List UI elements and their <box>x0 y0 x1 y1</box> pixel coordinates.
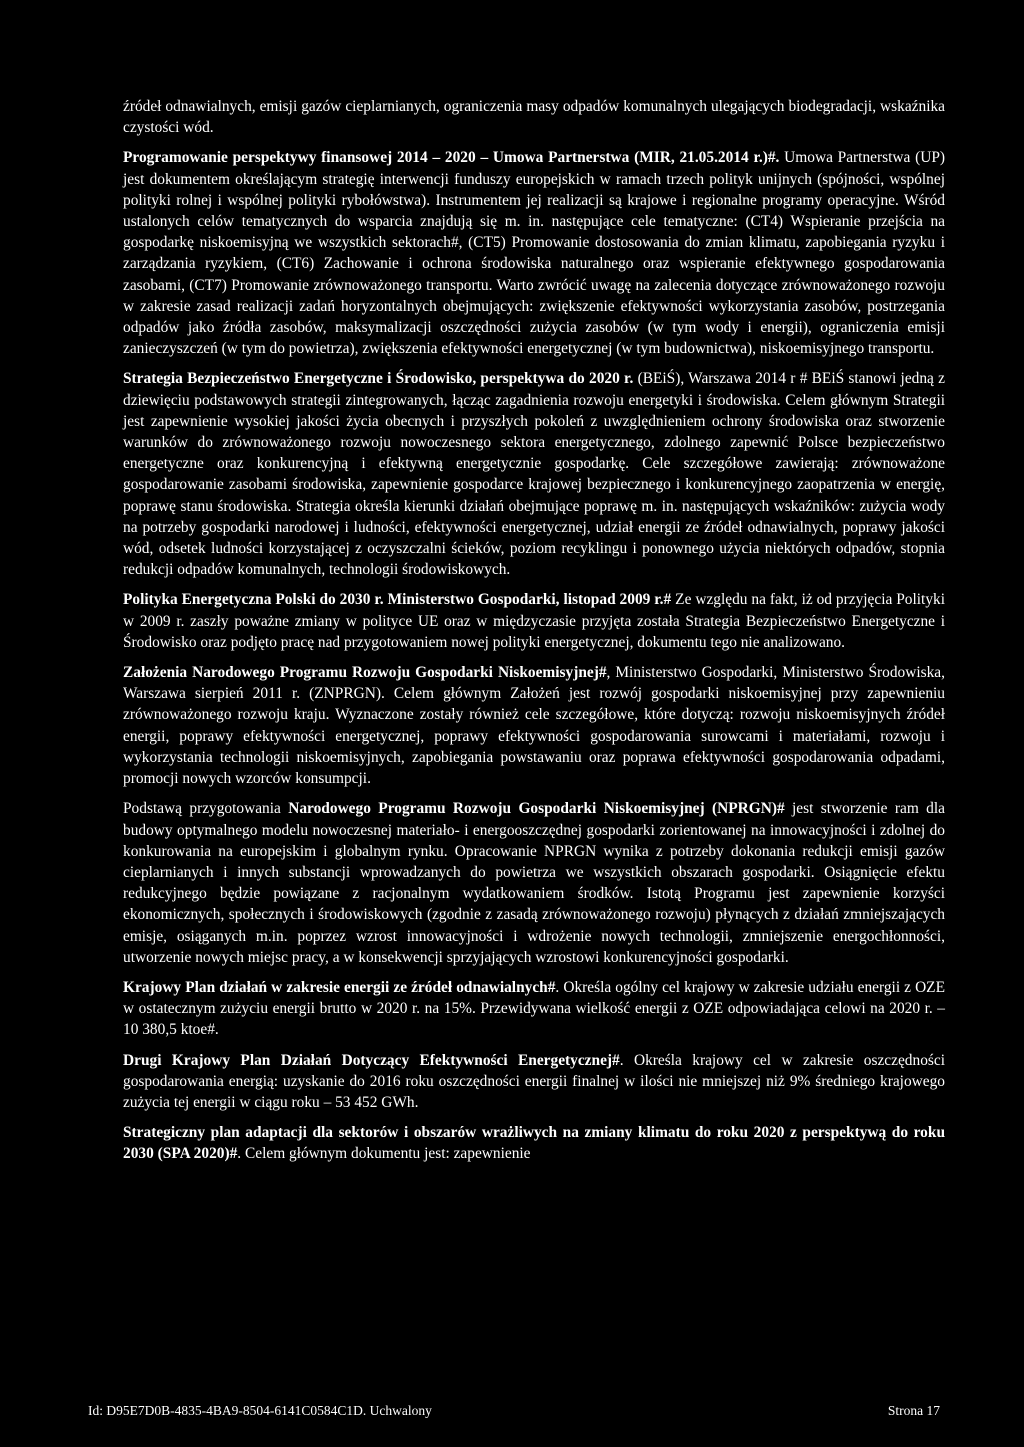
paragraph-5 <box>123 798 945 968</box>
paragraph-6 <box>123 977 945 1041</box>
text-run: , Ministerstwo Gospodarki, Ministerstwo Środowiska, Warszawa sierpień 2011 r. (ZNPRGN). Celem głównym Założeń jest rozwój gospodarki niskoemisyjnej przy zapewnieniu zrównoważonego rozwoju kraju. Wyznaczone zostały również cele szczegółowe, które dotyczą: rozwoju niskoemisyjnych źródeł energii, poprawy efektywności energetycznej, poprawy efektywności gospodarowania surowcami i materiałami, rozwoju i wykorzystania technologii niskoemisyjnych, zapobiegania powstawaniu oraz poprawa efektywności gospodarowania odpadami, promocji nowych wzorców konsumpcji. <box>123 664 945 788</box>
bold-text-run: Drugi Krajowy Plan Działań Dotyczący Efektywności Energetycznej# <box>123 1051 620 1069</box>
text-run: Ze względu na fakt, iż od przyjęcia Polityki w 2009 r. zaszły poważne zmiany w polityce UE oraz w międzyczasie przyjęta została Strategia Bezpieczeństwo Energetyczne i Środowisko oraz podjęto pracę nad przygotowaniem nowej polityki energetycznej, dokumentu tego nie analizowano. <box>123 591 946 651</box>
text-run: (BEiŚ), Warszawa 2014 r # BEiŚ stanowi jedną z dziewięciu podstawowych strategii zintegrowanych, łącząc zagadnienia rozwoju energetyki i środowiska. Celem głównym Strategii jest zapewnienie wysokiej jakości życia obecnych i przyszłych pokoleń z uwzględnieniem ochrony środowiska oraz stworzenie warunków do zrównoważonego rozwoju nowoczesnego sektora energetycznego, zdolnego zapewnić Polsce bezpieczeństwo energetyczne oraz konkurencyjną i efektywną energetycznie gospodarkę. Cele szczegółowe zawierają: zrównoważone gospodarowanie zasobami środowiska, zapewnienie gospodarce krajowej bezpiecznego i konkurencyjnego zaopatrzenia w energię, poprawę stanu środowiska. Strategia określa kierunki działań obejmujące poprawę m. in. następujących wskaźników: zużycia wody na potrzeby gospodarki narodowej i ludności, efektywności energetycznej, udział energii ze źródeł odnawialnych, poprawy jakości wód, odsetek ludności korzystającej z oczyszczalni ścieków, poziom recyklingu i ponownego użycia niektórych odpadów, stopnia redukcji odpadów komunalnych, technologii środowiskowych. <box>123 370 945 579</box>
paragraph-8 <box>123 1122 945 1164</box>
bold-text-run: Strategiczny plan adaptacji dla sektorów i obszarów wrażliwych na zmiany klimatu do roku 2020 z perspektywą do roku 2030 (SPA 2020)# <box>123 1124 945 1163</box>
text-run: Podstawą przygotowania <box>123 800 289 818</box>
bold-text-run: Założenia Narodowego Programu Rozwoju Gospodarki Niskoemisyjnej# <box>123 664 607 682</box>
bold-text-run: Strategia Bezpieczeństwo Energetyczne i Środowisko, perspektywa do 2020 r. <box>123 370 634 388</box>
document-id: Id: D95E7D0B-4835-4BA9-8504-6141C0584C1D. Uchwalony <box>88 1403 432 1418</box>
paragraph-7 <box>123 1050 945 1114</box>
page-footer <box>88 1403 940 1419</box>
bold-text-run: Polityka Energetyczna Polski do 2030 r. Ministerstwo Gospodarki, listopad 2009 r.# <box>123 591 672 609</box>
page-number: Strona 17 <box>887 1403 940 1418</box>
bold-text-run: Programowanie perspektywy finansowej 2014 – 2020 – Umowa Partnerstwa (MIR, 21.05.2014 r.)#. <box>123 149 780 167</box>
paragraph-4 <box>123 662 945 789</box>
paragraph-0 <box>123 96 945 138</box>
document-body <box>123 96 945 1174</box>
text-run: . Określa krajowy cel w zakresie oszczędności gospodarowania energią: uzyskanie do 2016 roku oszczędności energii finalnej w ilości nie mniejszej niż 9% średniego krajowego zużycia tej energii w ciągu roku – 53 452 GWh. <box>123 1051 945 1111</box>
bold-text-run: Krajowy Plan działań w zakresie energii ze źródeł odnawialnych# <box>123 978 556 996</box>
text-run: . Określa ogólny cel krajowy w zakresie udziału energii z OZE w ostatecznym zużyciu energii brutto w 2020 r. na 15%. Przewidywana wielkość energii z OZE odpowiadająca celowi na 2020 r. – 10 380,5 ktoe#. <box>123 978 945 1039</box>
paragraph-2 <box>123 368 945 580</box>
text-run: jest stworzenie ram dla budowy optymalnego modelu nowoczesnej materiało- i energooszczędnej gospodarki zorientowanej na innowacyjności i zdolnej do konkurowania na europejskim i globalnym rynku. Opracowanie NPRGN wynika z potrzeby dokonania redukcji emisji gazów cieplarnianych i innych substancji wprowadzanych do powietrza we wszystkich obszarach gospodarki. Osiągnięcie efektu redukcyjnego będzie powiązane z racjonalnym wydatkowaniem środków. Istotą Programu jest zapewnienie korzyści ekonomicznych, społecznych i środowiskowych (zgodnie z zasadą zrównoważonego rozwoju) płynących z działań zmniejszających emisje, osiąganych m.in. poprzez wzrost innowacyjności i wdrożenie nowych technologii, zmniejszenie energochłonności, utworzenie nowych miejsc pracy, a w konsekwencji sprzyjających wzrostowi konkurencyjności gospodarki. <box>123 800 945 966</box>
text-run: . Celem głównym dokumentu jest: zapewnienie <box>237 1145 531 1163</box>
text-run: źródeł odnawialnych, emisji gazów cieplarnianych, ograniczenia masy odpadów komunalnych ulegających biodegradacji, wskaźnika czystości wód. <box>123 98 945 137</box>
paragraph-1 <box>123 147 945 359</box>
bold-text-run: Narodowego Programu Rozwoju Gospodarki Niskoemisyjnej (NPRGN)# <box>288 800 785 818</box>
text-run: Umowa Partnerstwa (UP) jest dokumentem określającym strategię interwencji funduszy europejskich w ramach trzech polityk unijnych (spójności, wspólnej polityki rolnej i wspólnej polityki rybołówstwa). Instrumentem jej realizacji są krajowe i regionalne programy operacyjne. Wśród ustalonych celów tematycznych do wsparcia znajdują się m. in. następujące cele tematyczne: (CT4) Wspieranie przejścia na gospodarkę niskoemisyjną we wszystkich sektorach#, (CT5) Promowanie dostosowania do zmian klimatu, zapobiegania ryzyku i zarządzania ryzykiem, (CT6) Zachowanie i ochrona środowiska naturalnego oraz wspieranie efektywnego gospodarowania zasobami, (CT7) Promowanie zrównoważonego transportu. Warto zwrócić uwagę na zalecenia dotyczące zrównoważonego rozwoju w zakresie zasad realizacji zadań horyzontalnych obejmujących: zwiększenie efektywności wykorzystania zasobów, postrzegania odpadów jako źródła zasobów, maksymalizacji oszczędności zużycia zasobów (w tym wody i energii), ograniczenia emisji zanieczyszczeń (w tym do powietrza), zwiększenia efektywności energetycznej (w tym budownictwa), niskoemisyjnego transportu. <box>123 149 945 358</box>
paragraph-3 <box>123 589 945 653</box>
